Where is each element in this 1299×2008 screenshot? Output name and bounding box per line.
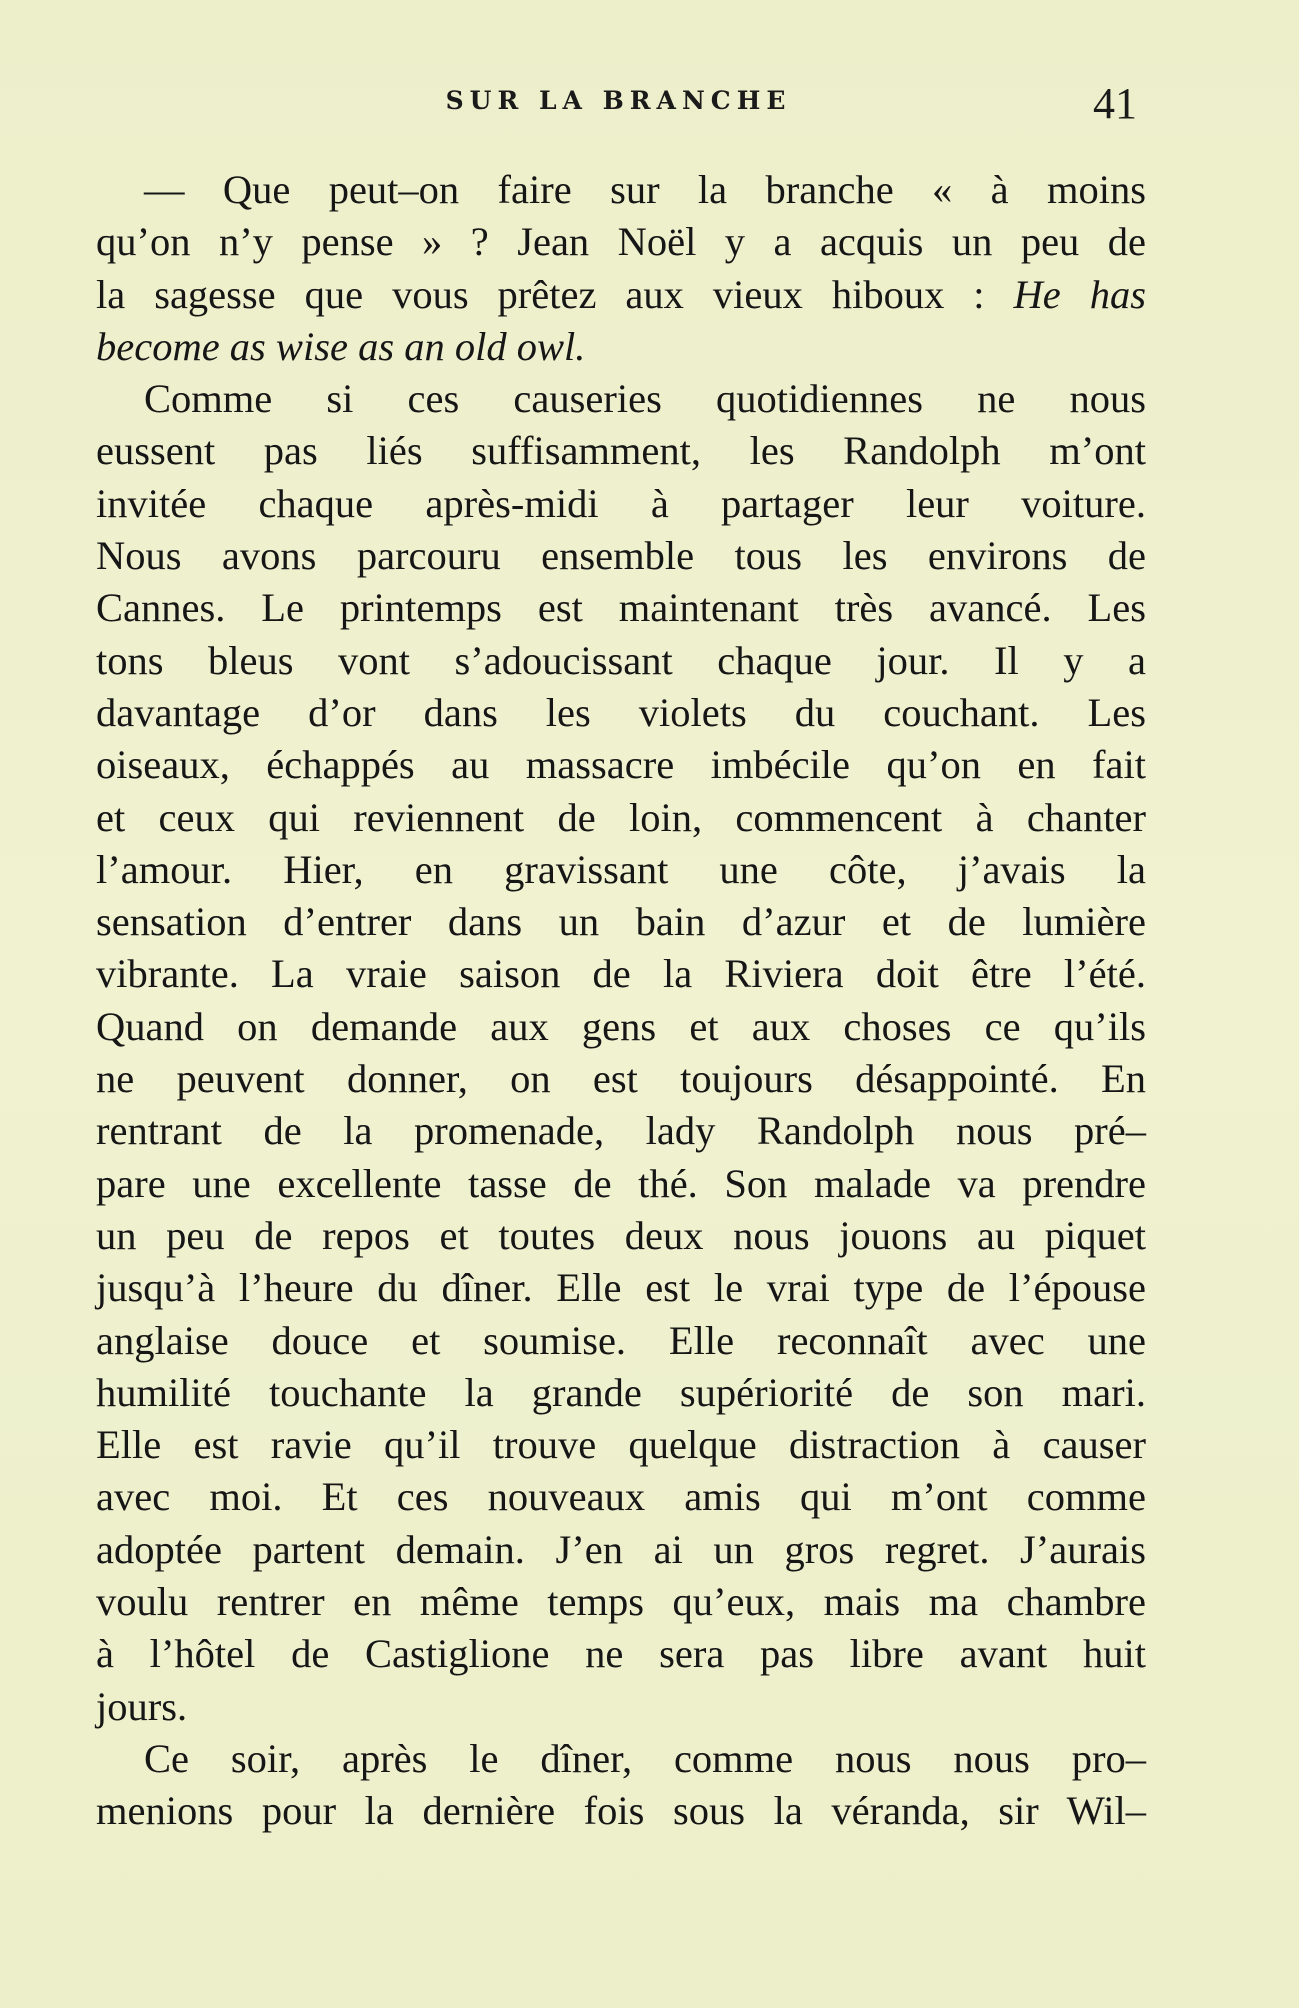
- text-line: l’amour. Hier, en gravissant une côte, j’avais la: [96, 846, 1146, 892]
- text-line: oiseaux, échappés au massacre imbécile qu’on en fait: [96, 742, 1146, 788]
- text-line: sensation d’entrer dans un bain d’azur et de lumière: [96, 899, 1146, 945]
- italic-text: become as wise as an old owl.: [96, 323, 586, 369]
- text-line: et ceux qui reviennent de loin, commencent à chanter: [96, 794, 1146, 840]
- text-line: ne peuvent donner, on est toujours désappointé. En: [96, 1056, 1146, 1102]
- paragraph-2: [96, 373, 1146, 1733]
- text-line: — Que peut–on faire sur la branche « à moins: [144, 167, 1146, 212]
- text-line: [96, 321, 1146, 373]
- body-text: [96, 164, 1146, 1838]
- text-line: invitée chaque après-midi à partager leur voiture.: [96, 480, 1146, 526]
- text-line: jours.: [96, 1683, 188, 1729]
- text-line: pare une excellente tasse de thé. Son malade va prendre: [96, 1160, 1146, 1206]
- text-line: un peu de repos et toutes deux nous jouons au piquet: [96, 1212, 1146, 1258]
- text-line: Quand on demande aux gens et aux choses ce qu’ils: [96, 1003, 1146, 1049]
- text-line: Nous avons parcouru ensemble tous les environs de: [96, 533, 1146, 579]
- text-line: Cannes. Le printemps est maintenant très avancé. Les: [96, 585, 1146, 631]
- text-line: [96, 269, 1146, 321]
- text-line-segment: la sagesse que vous prêtez aux vieux hiboux :: [96, 271, 985, 317]
- text-line: Elle est ravie qu’il trouve quelque distraction à causer: [96, 1422, 1146, 1468]
- paragraph-1: [96, 164, 1146, 373]
- text-line: rentrant de la promenade, lady Randolph nous pré–: [96, 1108, 1146, 1154]
- italic-text: He has: [984, 271, 1146, 317]
- text-line: tons bleus vont s’adoucissant chaque jour. Il y a: [96, 637, 1146, 683]
- text-line: qu’on n’y pense » ? Jean Noël y a acquis un peu de: [96, 219, 1146, 265]
- text-line: humilité touchante la grande supériorité de son mari.: [96, 1369, 1146, 1415]
- text-line: menions pour la dernière fois sous la véranda, sir Wil–: [96, 1788, 1146, 1834]
- text-line: Ce soir, après le dîner, comme nous nous pro–: [144, 1735, 1146, 1781]
- text-line: anglaise douce et soumise. Elle reconnaît avec une: [96, 1317, 1146, 1363]
- text-line: eussent pas liés suffisamment, les Randolph m’ont: [96, 428, 1146, 474]
- text-line: jusqu’à l’heure du dîner. Elle est le vrai type de l’épouse: [96, 1265, 1146, 1311]
- text-line: Comme si ces causeries quotidiennes ne nous: [144, 376, 1146, 422]
- running-title: SUR LA BRANCHE: [445, 86, 792, 115]
- text-line: davantage d’or dans les violets du couchant. Les: [96, 689, 1146, 735]
- page-number: 41: [1093, 79, 1137, 128]
- text-line: avec moi. Et ces nouveaux amis qui m’ont comme: [96, 1474, 1146, 1520]
- text-line: adoptée partent demain. J’en ai un gros regret. J’aurais: [96, 1526, 1146, 1572]
- text-line: vibrante. La vraie saison de la Riviera doit être l’été.: [96, 951, 1146, 997]
- paragraph-3: [96, 1733, 1146, 1838]
- text-line: voulu rentrer en même temps qu’eux, mais ma chambre: [96, 1579, 1146, 1625]
- page-header: [96, 79, 1141, 128]
- text-line: à l’hôtel de Castiglione ne sera pas libre avant huit: [96, 1631, 1146, 1677]
